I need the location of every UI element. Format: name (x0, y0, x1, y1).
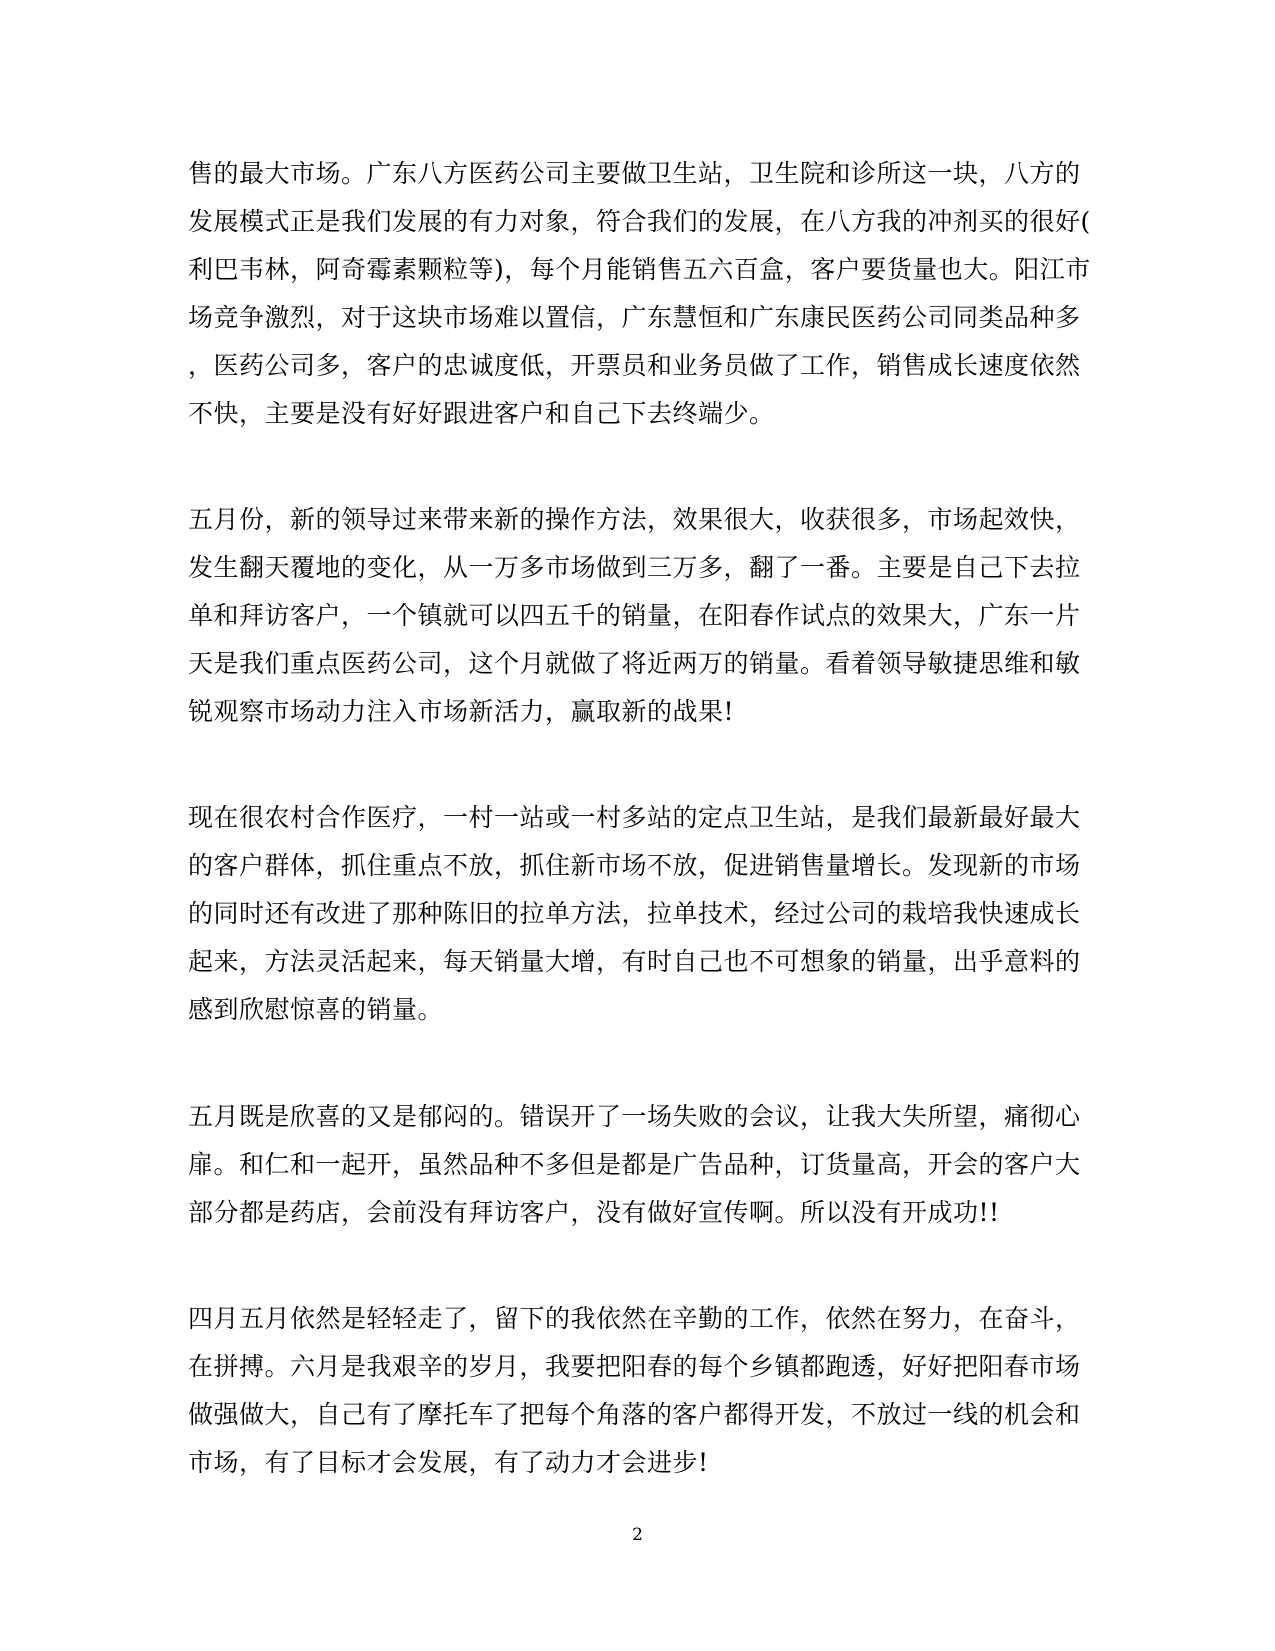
text-line: 单和拜访客户，一个镇就可以四五千的销量，在阳春作试点的效果大，广东一片 (188, 601, 1081, 630)
text-line: 不快，主要是没有好好跟进客户和自己下去终端少。 (188, 399, 775, 428)
text-line: 发展模式正是我们发展的有力对象，符合我们的发展，在八方我的冲剂买的很好( (188, 207, 1091, 236)
text-line: 天是我们重点医药公司，这个月就做了将近两万的销量。看着领导敏捷思维和敏 (188, 649, 1081, 678)
text-line: 四月五月依然是轻轻走了，留下的我依然在辛勤的工作，依然在努力，在奋斗， (188, 1304, 1081, 1333)
text-line: 做强做大，自己有了摩托车了把每个角落的客户都得开发，不放过一线的机会和 (188, 1400, 1081, 1429)
page-number: 2 (632, 1525, 643, 1545)
text-line: 的客户群体，抓住重点不放，抓住新市场不放，促进销售量增长。发现新的市场 (188, 851, 1081, 880)
text-line: 锐观察市场动力注入市场新活力，赢取新的战果! (188, 697, 735, 726)
paragraph-5 (188, 1295, 1081, 1487)
text-line: 的同时还有改进了那种陈旧的拉单方法，拉单技术，经过公司的栽培我快速成长 (188, 899, 1081, 928)
paragraph-1 (188, 150, 1091, 438)
paragraph-3 (188, 794, 1081, 1034)
text-line: 市场，有了目标才会发展，有了动力才会进步! (188, 1448, 709, 1477)
text-line: 发生翻天覆地的变化，从一万多市场做到三万多，翻了一番。主要是自己下去拉 (188, 553, 1081, 582)
paragraph-4 (188, 1093, 1081, 1237)
text-line: 五月份，新的领导过来带来新的操作方法，效果很大，收获很多，市场起效快， (188, 505, 1081, 534)
text-line: 售的最大市场。广东八方医药公司主要做卫生站，卫生院和诊所这一块，八方的 (188, 159, 1081, 188)
text-line: ，医药公司多，客户的忠诚度低，开票员和业务员做了工作，销售成长速度依然 (188, 351, 1081, 380)
text-line: 五月既是欣喜的又是郁闷的。错误开了一场失败的会议，让我大失所望，痛彻心 (188, 1102, 1081, 1131)
text-line: 在拼搏。六月是我艰辛的岁月，我要把阳春的每个乡镇都跑透，好好把阳春市场 (188, 1352, 1081, 1381)
text-line: 部分都是药店，会前没有拜访客户，没有做好宣传啊。所以没有开成功!! (188, 1198, 1000, 1227)
text-line: 现在很农村合作医疗，一村一站或一村多站的定点卫生站，是我们最新最好最大 (188, 803, 1081, 832)
text-line: 感到欣慰惊喜的销量。 (188, 995, 444, 1024)
text-line: 起来，方法灵活起来，每天销量大增，有时自己也不可想象的销量，出乎意料的 (188, 947, 1081, 976)
text-line: 扉。和仁和一起开，虽然品种不多但是都是广告品种，订货量高，开会的客户大 (188, 1150, 1081, 1179)
text-line: 利巴韦林，阿奇霉素颗粒等)，每个月能销售五六百盒，客户要货量也大。阳江市 (188, 255, 1091, 284)
text-line: 场竞争激烈，对于这块市场难以置信，广东慧恒和广东康民医药公司同类品种多 (188, 303, 1081, 332)
paragraph-2 (188, 496, 1081, 736)
